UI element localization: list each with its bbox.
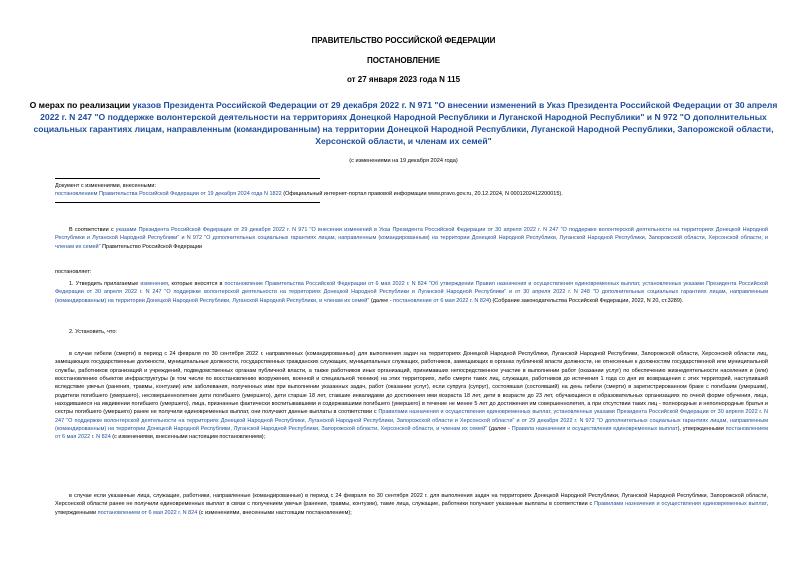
item-1-text-b: , которые вносятся в xyxy=(167,281,225,287)
amendment-resolution-link[interactable]: постановлением Правительства Российской Федерации от 19 декабря 2024 года N 1822 xyxy=(55,191,282,197)
injury-case-text-b: , утвержденными xyxy=(55,501,768,516)
death-case-text-b: (далее - xyxy=(487,426,512,433)
injury-case-resolution-link[interactable]: постановлением от 6 мая 2022 г. N 824 xyxy=(97,509,198,516)
resolves-statement: постановляет: xyxy=(55,269,92,275)
death-case-rules-link[interactable]: Правилами назначения и осуществления единовременных выплат, установленных указами Президента Российской Федерации от 30 апреля 2022 г. N 247 "О поддержке волонтерской деятельности на территориях Донецкой Народной Республики, Луганской Народной Республики, Запорожской области и Херсонской области" и от 29 декабря 2022 г. N 972 "О дополнительных социальных гарантиях лицам, направленным (командированным) на территории Донецкой Народной Республики, Луганской Народной Республики, Запорожской области, Херсонской области, и членам их семей" xyxy=(55,409,768,433)
death-case-resolution-link[interactable]: постановлением от 6 мая 2022 г. N 824 xyxy=(55,426,768,441)
death-case-text-c: ), утвержденными xyxy=(677,426,726,433)
document-date-number: от 27 января 2023 года N 115 xyxy=(346,75,461,84)
item-1-resolution-824-link[interactable]: постановление Правительства Российской Федерации от 6 мая 2022 г. N 824 "Об утверждении Правил назначения и осуществления единовременных выплат, установленных указами Президента Российской Федерации от 30 апреля 2022 г. N 247 "О поддержке волонтерской деятельности на территориях Донецкой Народной Республики и Луганской Народной Республики" и от 30 апреля 2022 г. N 248 "О дополнительных социальных гарантиях лицам, направленным (командированным) на территории Донецкой Народной Республики, Луганской Народной Республики, и членам их семей" xyxy=(55,281,768,304)
amendments-box-top-rule xyxy=(55,178,320,179)
item-1-changes-link[interactable]: изменения xyxy=(140,281,168,287)
item-1-short-resolution-link[interactable]: постановление от 6 мая 2022 г. N 824 xyxy=(393,297,490,304)
document-title xyxy=(20,99,787,147)
changes-note: (с изменениями на 19 декабря 2024 года) xyxy=(349,158,458,164)
preamble-decrees-link[interactable]: указами Президента Российской Федерации от 29 декабря 2022 г. N 971 "О внесении изменений в Указ Президента Российской Федерации от 30 апреля 2022 г. N 247 "О поддержке волонтерской деятельности на территориях Донецкой Народной Республики и Луганской Народной Республики" и N 972 "О дополнительных социальных гарантиях лицам, направленным (командированным) на территории Донецкой Народной Республики, Луганской Народной Республики, Запорожской области, Херсонской области, и членам их семей" xyxy=(55,227,769,250)
injury-case-paragraph xyxy=(55,492,768,517)
item-2-heading: 2. Установить, что: xyxy=(69,329,117,335)
government-name: ПРАВИТЕЛЬСТВО РОССИЙСКОЙ ФЕДЕРАЦИИ xyxy=(311,36,496,45)
amendments-box-bottom-rule xyxy=(55,202,320,203)
preamble-text-end: Правительство Российской Федерации xyxy=(100,243,203,250)
item-1-text-a: 1. Утвердить прилагаемые xyxy=(69,281,141,287)
amendments-box-entry xyxy=(55,190,563,198)
injury-case-text-a: в случае если указанные лица, служащие, работники, направленные (командированные) в период с 24 февраля по 30 сентября 2022 г. для выполнения задач на территориях Донецкой Народной Республики, Луганской Народной Республики, Запорожской области, Херсонской области ранее не получили единовременных выплат в связи с получением увечья (ранения, травмы, контузии), такие лица, служащие, работники получают указанные выплаты в соответствии с xyxy=(55,493,768,508)
title-decrees-link[interactable]: указов Президента Российской Федерации от 29 декабря 2022 г. N 971 "О внесении изменений в Указ Президента Российской Федерации от 30 апреля 2022 г. N 247 "О поддержке волонтерской деятельности на территориях Донецкой Народной Республики и Луганской Народной Республики" и N 972 "О дополнительных социальных гарантиях лицам, направленным (командированным) на территории Донецкой Народной Республики, Луганской Народной Республики, Запорожской области, Херсонской области, и членам их семей" xyxy=(33,100,778,146)
amendments-box-heading: Документ с изменениями, внесенными: xyxy=(55,183,156,189)
death-case-rules-short-link[interactable]: Правила назначения и осуществления единовременных выплат xyxy=(511,426,678,433)
death-case-paragraph xyxy=(55,350,768,442)
item-1-paragraph xyxy=(55,280,768,305)
item-1-text-d: ) (Собрание законодательства Российской Федерации, 2022, N 20, ст.3289). xyxy=(489,297,684,304)
death-case-text-d: (с изменениями, внесенными настоящим постановлением); xyxy=(110,434,266,441)
injury-case-text-c: (с изменениями, внесенными настоящим постановлением); xyxy=(197,509,352,516)
death-case-text-a: в случае гибели (смерти) в период с 24 февраля по 30 сентября 2022 г. направленных (командированных) для выполнения задач на территориях Донецкой Народной Республики, Луганской Народной Республики, Запорожской области, Херсонской области лиц, замещающих государственные должности, муниципальные должности, государственных гражданских служащих, муниципальных служащих, работников, замещающих в органах публичной власти должности, не отнесенные к должностям государственной или муниципальной службы, работников организаций и учреждений, подведомственных органам публичной власти, а также работников иных организаций, принимавших непосредственное участие в выполнении работ (оказании услуг) по обеспечению жизнедеятельности населения и (или) восстановлению объектов инфраструктуры (в том числе по восстановлению вооружения, военной и специальной техники) на этих территориях, либо смерти таких лиц, служащих, работников до истечения 1 года со дня их возвращения с этих территорий, наступившей вследствие увечья (ранения, травмы, контузии) или заболевания, полученных ими при выполнении указанных задач, работ (оказании услуг), если супруга (супруг), состоявшая (состоявший) на день гибели (смерти) в зарегистрированном браке с погибшим (умершим), родители погибшего (умершего), несовершеннолетние дети погибшего (умершего), дети старше 18 лет, ставшие инвалидами до достижения ими возраста 18 лет, дети в возрасте до 23 лет, обучающиеся в образовательных организациях по очной форме обучения, лица, находившиеся на иждивении погибшего (умершего), лица, признанные фактически воспитывавшими и содержавшими погибшего (умершего) в течение не менее 5 лет до достижения им совершеннолетия, а при отсутствии таких лиц - полнородные и неполнородные братья и сестры погибшего (умершего) ранее не получили единовременных выплат, они получают данные выплаты в соответствии с xyxy=(55,351,768,416)
document-type: ПОСТАНОВЛЕНИЕ xyxy=(366,56,441,65)
item-1-text-c: (далее - xyxy=(369,297,394,304)
amendment-publication-info: (Официальный интернет-портал правовой информации www.pravo.gov.ru, 20.12.2024, N 0001202412200015). xyxy=(281,191,563,197)
preamble-text-start: В соответствии с xyxy=(69,227,116,233)
title-prefix: О мерах по реализации xyxy=(29,100,133,110)
preamble-paragraph xyxy=(55,226,768,251)
injury-case-rules-link[interactable]: Правилами назначения и осуществления единовременных выплат xyxy=(594,501,767,508)
